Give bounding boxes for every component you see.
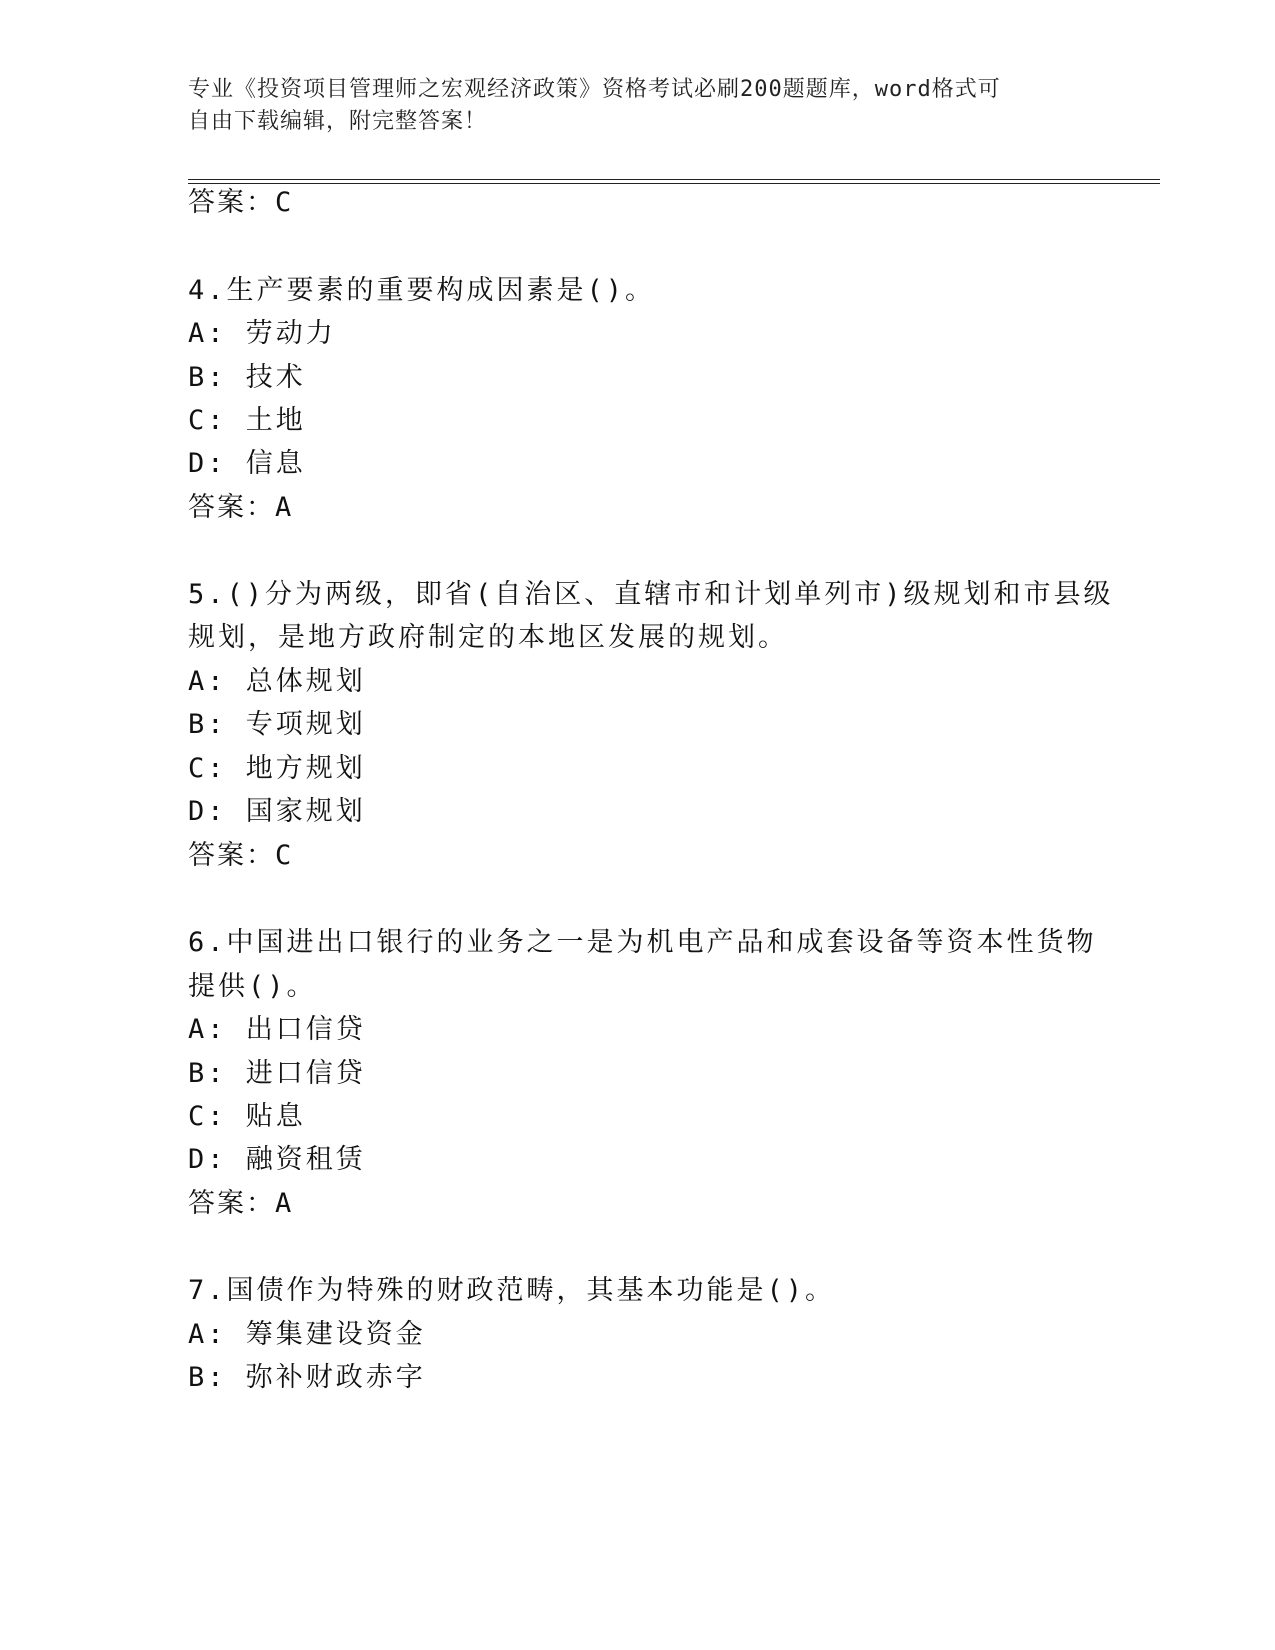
answer-value: C [275, 840, 294, 871]
question-stem: 7.国债作为特殊的财政范畴，其基本功能是()。 [188, 1275, 836, 1306]
answer-line [188, 485, 293, 531]
answer-line [188, 833, 293, 879]
answer-value: C [275, 187, 294, 218]
question-stem: 4.生产要素的重要构成因素是()。 [188, 275, 656, 306]
option-d: D: 融资租赁 [188, 1144, 366, 1175]
document-header [188, 74, 1088, 138]
option-a: A: 劳动力 [188, 318, 336, 349]
option-b: B: 专项规划 [188, 709, 366, 740]
question-stem-continued: 提供()。 [188, 971, 317, 1002]
header-line-2: 自由下载编辑，附完整答案！ [188, 109, 488, 134]
option-d: D: 信息 [188, 448, 306, 479]
question-stem: 6.中国进出口银行的业务之一是为机电产品和成套设备等资本性货物 [188, 927, 1097, 958]
answer-label: 答案： [188, 1188, 275, 1219]
option-b: B: 技术 [188, 362, 306, 393]
option-b: B: 弥补财政赤字 [188, 1362, 426, 1393]
question-stem: 5.()分为两级，即省(自治区、直辖市和计划单列市)级规划和市县级 [188, 579, 1114, 610]
option-c: C: 土地 [188, 405, 306, 436]
answer-value: A [275, 492, 294, 523]
option-a: A: 总体规划 [188, 666, 366, 697]
header-divider-top [188, 179, 1160, 180]
header-line-1: 专业《投资项目管理师之宏观经济政策》资格考试必刷200题题库，word格式可 [188, 77, 1001, 102]
answer-label: 答案： [188, 840, 275, 871]
question-stem-continued: 规划，是地方政府制定的本地区发展的规划。 [188, 622, 788, 653]
option-c: C: 贴息 [188, 1101, 306, 1132]
option-a: A: 出口信贷 [188, 1014, 366, 1045]
answer-line [188, 180, 293, 226]
option-b: B: 进口信贷 [188, 1058, 366, 1089]
option-d: D: 国家规划 [188, 796, 366, 827]
option-a: A: 筹集建设资金 [188, 1319, 426, 1350]
answer-value: A [275, 1188, 294, 1219]
header-divider-bottom [188, 183, 1160, 184]
option-c: C: 地方规划 [188, 753, 366, 784]
answer-label: 答案： [188, 492, 275, 523]
answer-label: 答案： [188, 187, 275, 218]
answer-line [188, 1181, 293, 1227]
